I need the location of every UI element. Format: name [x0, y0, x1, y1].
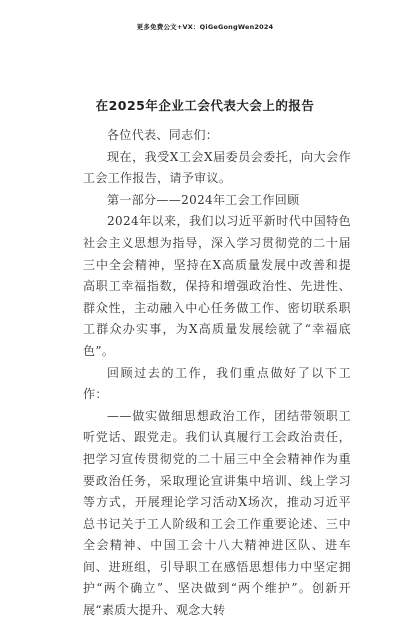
review-lead-paragraph: 回顾过去的工作，我们重点做好了以下工作： — [83, 365, 351, 402]
review-paragraph: 2024年以来，我们以习近平新时代中国特色社会主义思想为指导，深入学习贯彻党的二十届三中全会精神，坚持在X高质量发展中改善和提高职工幸福指数，保持和增强政治性、先进性、群众性，主动融入中心任务做工作、密切联系职工群众办实事，为X高质量发展绘就了“幸福底色”。 — [83, 214, 351, 358]
salutation-paragraph: 各位代表、同志们： — [107, 128, 219, 142]
intro-paragraph: 现在，我受X工会X届委员会委托，向大会作工会工作报告，请予审议。 — [83, 149, 351, 186]
document-body — [83, 116, 351, 622]
watermark-text: 更多免费公文+VX：QiGeGongWen2024 — [136, 23, 274, 31]
political-work-paragraph: ——做实做细思想政治工作，团结带领职工听党话、跟党走。我们认真履行工会政治责任，把学习宣传贯彻党的二十届三中全会精神作为重要政治任务，采取理论宣讲集中培训、线上学习等方式，开展理论学习活动X场次，推动习近平总书记关于工人阶级和工会工作重要论述、三中全会精神、中国工会十八大精神进区队、进车间、进班组，引导职工在感悟思想伟力中坚定拥护“两个确立”、坚决做到“两个维护”。创新开展“素质大提升、观念大转 — [83, 408, 351, 618]
document-title: 在2025年企业工会代表大会上的报告 — [95, 98, 315, 113]
section-heading: 第一部分——2024年工会工作回顾 — [107, 192, 300, 207]
